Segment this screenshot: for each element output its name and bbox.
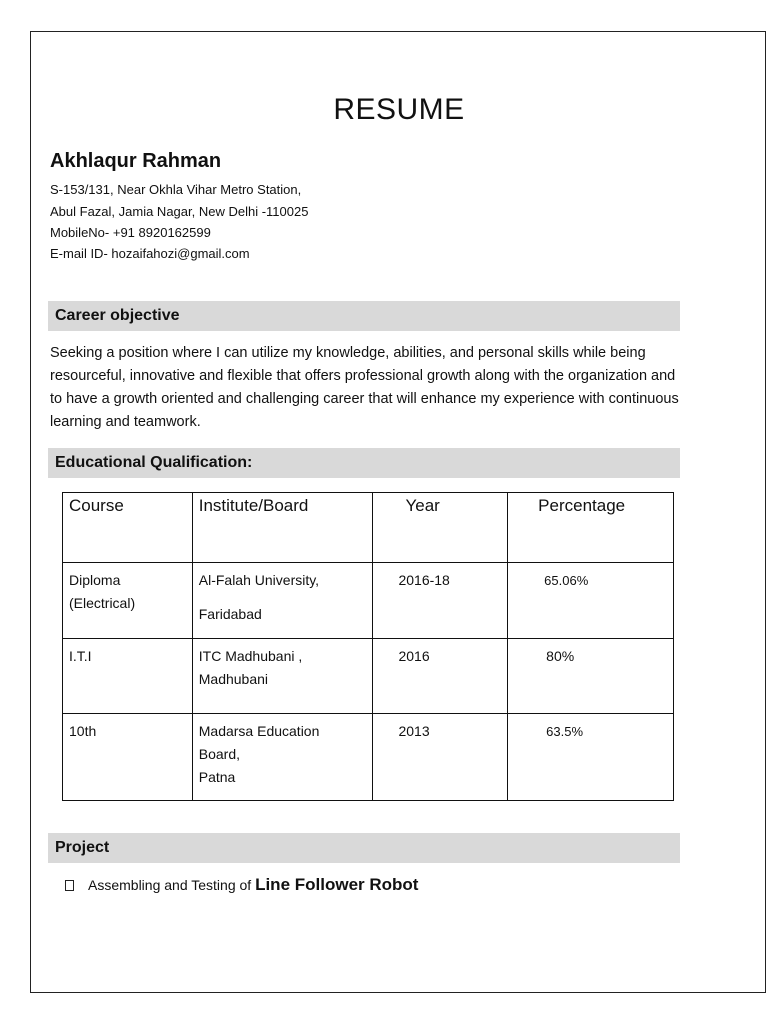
candidate-name: Akhlaqur Rahman <box>50 150 222 172</box>
year-cell: 2013 <box>373 714 508 801</box>
project-header: Project <box>48 833 680 863</box>
career-objective-text: Seeking a position where I can utilize my knowledge, abilities, and personal skills while being resourceful, innovative and flexible that offers professional growth along with the organization and to have a growth oriented and challenging career that will enhance my experience with continuous learning and teamwork. <box>50 345 679 430</box>
percentage-cell: 80% <box>508 639 674 714</box>
column-header-institute: Institute/Board <box>192 493 373 563</box>
mobile-number: MobileNo- +91 8920162599 <box>50 225 211 240</box>
career-objective-header: Career objective <box>48 301 680 331</box>
institute-cell: ITC Madhubani , Madhubani <box>192 639 373 714</box>
table-row <box>63 563 674 639</box>
table-row <box>63 714 674 801</box>
project-item-title: Line Follower Robot <box>255 875 419 894</box>
percentage-cell: 65.06% <box>508 563 674 639</box>
column-header-course: Course <box>63 493 193 563</box>
institute-cell: Madarsa Education Board, Patna <box>192 714 373 801</box>
course-cell: I.T.I <box>63 639 193 714</box>
percentage-cell: 63.5% <box>508 714 674 801</box>
column-header-year: Year <box>373 493 508 563</box>
email-address: E-mail ID- hozaifahozi@gmail.com <box>50 246 250 261</box>
project-item-text: Assembling and Testing of <box>88 877 256 893</box>
resume-page <box>30 31 766 993</box>
column-header-percentage: Percentage <box>508 493 674 563</box>
address-line-2: Abul Fazal, Jamia Nagar, New Delhi -110025 <box>50 204 309 219</box>
institute-cell: Al-Falah University, Faridabad <box>192 563 373 639</box>
course-cell: Diploma (Electrical) <box>63 563 193 639</box>
education-table <box>62 492 674 801</box>
project-item <box>65 875 418 895</box>
course-cell: 10th <box>63 714 193 801</box>
bullet-box-icon <box>65 880 74 891</box>
year-cell: 2016 <box>373 639 508 714</box>
year-cell: 2016-18 <box>373 563 508 639</box>
address-line-1: S-153/131, Near Okhla Vihar Metro Station, <box>50 182 302 197</box>
table-header-row <box>63 493 674 563</box>
resume-title: RESUME <box>333 93 465 126</box>
education-header: Educational Qualification: <box>48 448 680 478</box>
table-row <box>63 639 674 714</box>
